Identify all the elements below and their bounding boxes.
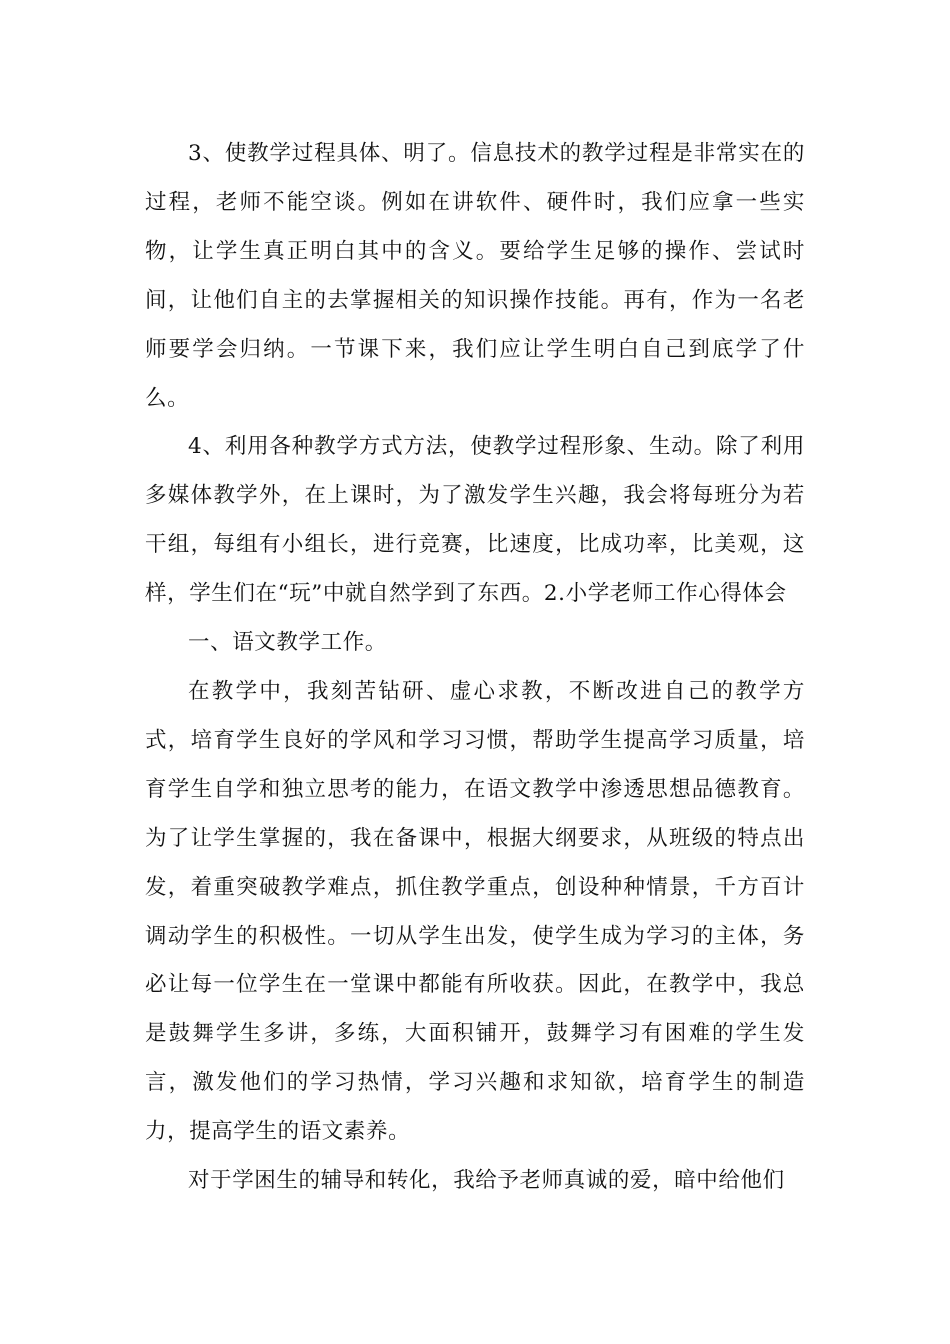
paragraph-1: 3、使教学过程具体、明了。信息技术的教学过程是非常实在的过程，老师不能空谈。例如在讲软件、硬件时，我们应拿一些实物，让学生真正明白其中的含义。要给学生足够的操作、尝试时间，让他们自主的去掌握相关的知识操作技能。再有，作为一名老师要学会归纳。一节课下来，我们应让学生明白自己到底学了什么。 bbox=[145, 141, 805, 411]
paragraph-2: 4、利用各种教学方式方法，使教学过程形象、生动。除了利用多媒体教学外，在上课时，为了激发学生兴趣，我会将每班分为若干组，每组有小组长，进行竞赛，比速度，比成功率，比美观，这样，学生们在“玩”中就自然学到了东西。2.小学老师工作心得体会 bbox=[145, 434, 805, 607]
paragraph-3: 在教学中，我刻苦钻研、虚心求教，不断改进自己的教学方式，培育学生良好的学风和学习习惯，帮助学生提高学习质量，培育学生自学和独立思考的能力，在语文教学中渗透思想品德教育。为了让学生掌握的，我在备课中，根据大纲要求，从班级的特点出发，着重突破教学难点，抓住教学重点，创设种种情景，千方百计调动学生的积极性。一切从学生出发，使学生成为学习的主体，务必让每一位学生在一堂课中都能有所收获。因此，在教学中，我总是鼓舞学生多讲，多练，大面积铺开，鼓舞学习有困难的学生发言，激发他们的学习热情，学习兴趣和求知欲，培育学生的制造力，提高学生的语文素养。 bbox=[145, 678, 805, 1145]
paragraph-4: 对于学困生的辅导和转化，我给予老师真诚的爱，暗中给他们 bbox=[188, 1168, 785, 1194]
document-body bbox=[145, 130, 805, 1206]
section-heading: 一、语文教学工作。 bbox=[188, 630, 387, 656]
